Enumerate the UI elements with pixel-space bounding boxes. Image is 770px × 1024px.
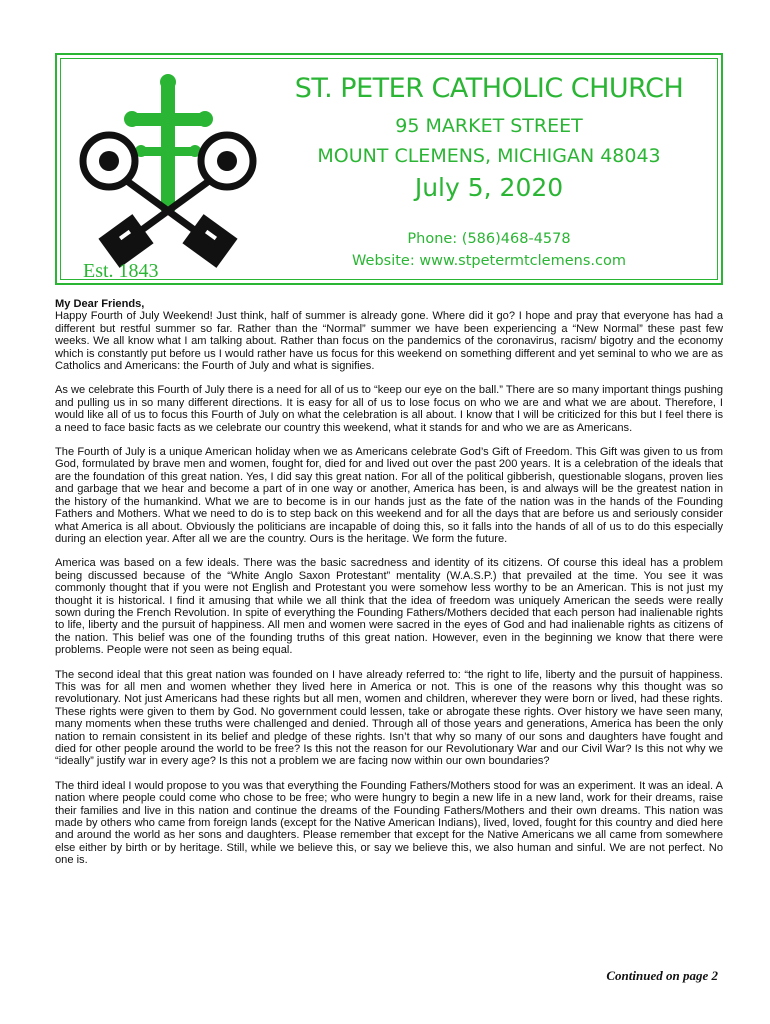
church-name: ST. PETER CATHOLIC CHURCH [294, 73, 684, 104]
crossed-keys-cross-logo [69, 73, 269, 278]
paragraph-text: Happy Fourth of July Weekend! Just think, half of summer is already gone. Where did it go? I hope and pray that everyone has had a different but restful summer so far. Rather than the “Normal” summer we have been experiencing a “New Normal” these past few weeks. We all know what I am talking about. Rather than focus on the pandemics of the coronavirus, racism/ bigotry and the economy which is constantly put before us I would rather have us focus for this weekend on something different and yet seminal to who we are as Catholics and Americans: the Fourth of July and what is signifies. [55, 310, 723, 373]
letter-paragraph [55, 298, 723, 372]
est-label: Est. 1843 [83, 260, 159, 278]
salutation: My Dear Friends, [55, 298, 145, 310]
letter-paragraph: The third ideal I would propose to you was that everything the Founding Fathers/Mothers stood for was an experiment. It was an ideal. A nation where people could come who chose to be free; who were hungry to begin a new life in a new land, work for their dreams, raise their families and live in this nation and continue the dreams of the Founding Fathers/Mothers and their own dreams. This nation was made by others who came from foreign lands (except for the Native American Indians), lived, loved, fought for this country and died here and around the world as her sons and daughters. Please remember that except for the Native Americans we all came from somewhere else either by birth or by heritage. Still, while we believe this, or say we believe this, we also human and sinful. We are not perfect. No one is. [55, 779, 723, 867]
website-link[interactable]: Website: www.stpetermtclemens.com [352, 253, 626, 269]
pastor-letter [55, 298, 723, 879]
street-address: 95 MARKET STREET [395, 115, 583, 137]
cross-icon [124, 74, 213, 211]
phone-number: Phone: (586)468-4578 [407, 231, 571, 247]
city-address: MOUNT CLEMENS, MICHIGAN 48043 [317, 145, 661, 167]
masthead [55, 53, 723, 285]
letter-paragraph: America was based on a few ideals. There was the basic sacredness and identity of its citizens. Of course this ideal has a problem being discussed because of the “White Anglo Saxon Protestant” mentality (W.A.S.P.) that prevailed at the time. You see it was commonly thought that if you were not English and Protestant you were somehow less worthy to be an American. This is not just my thought it is historical. I find it amusing that while we all think that the idea of freedom was uniquely American the seeds were really sown during the French Revolution. In spite of everything the Founding Fathers/Mothers decided that each person had inalienable rights to life, liberty and the pursuit of happiness. All men and women were sacred in the eyes of God and had inalienable rights as citizens of the nation. This belief was one of the founding truths of this great nation. However, even in the beginning we know that there were problems. People were not seen as being equal. [55, 557, 723, 657]
bulletin-date: July 5, 2020 [414, 173, 564, 202]
crossed-keys-icon [83, 135, 253, 248]
letter-paragraph: The Fourth of July is a unique American holiday when we as Americans celebrate God’s Gift of Freedom. This Gift was given to us from God, formulated by brave men and women, fought for, died for and lived out over the past 200 years. It is a celebration of the ideals that are the foundation of this great nation. Yes, I did say this great nation. For all of the political gibberish, questionable slogans, proven lies and garbage that we hear and become a part of in one way or another, America has been, is and always will be the greatest nation in the history of the humankind. What we are to become is in our hands just as the fate of the nation was in the hands of the Founding Fathers and Mothers. What we need to do is to step back on this weekend and for all the days that are before us and seriously consider what America is all about. Obviously the politicians are incapable of doing this, so it falls into the hands of all of us to do this especially during an election year. After all we are the country. Ours is the heritage. We form the future. [55, 446, 723, 545]
continued-note: Continued on page 2 [606, 968, 718, 983]
letter-paragraph: The second ideal that this great nation was founded on I have already referred to: “the right to life, liberty and the pursuit of happiness. This was for all men and women whether they lived here in America or not. This is one of the reasons why this thought was so revolutionary. Not just Americans had these rights but all men, women and children, wherever they were born or lived, had these rights. These rights were given to them by God. No government could lessen, take or abrogate these rights. Over history we have seen many, many moments when these truths were challenged and denied. Through all of those years and generations, America has been the only nation to remain consistent in its belief and pledge of these rights. Isn’t that why so many of our sons and daughters have fought and died for other people around the world to be free? Is this not the reason for our Revolutionary War and our Civil War? Is this not why we “ideally” justify war in every age? Is this not a problem we are facing now within our own boundaries? [55, 668, 723, 768]
letter-paragraph: As we celebrate this Fourth of July there is a need for all of us to “keep our eye on the ball.” There are so many important things pushing and pulling us in so many different directions. It is easy for all of us to lose focus on who we are and what we are about. Therefore, I would like all of us to focus this Fourth of July on what the celebration is all about. I know that I will be criticized for this but I feel there is a need to face basic facts as we celebrate our country this weekend, what it stands for and who we are as Americans. [55, 384, 723, 434]
